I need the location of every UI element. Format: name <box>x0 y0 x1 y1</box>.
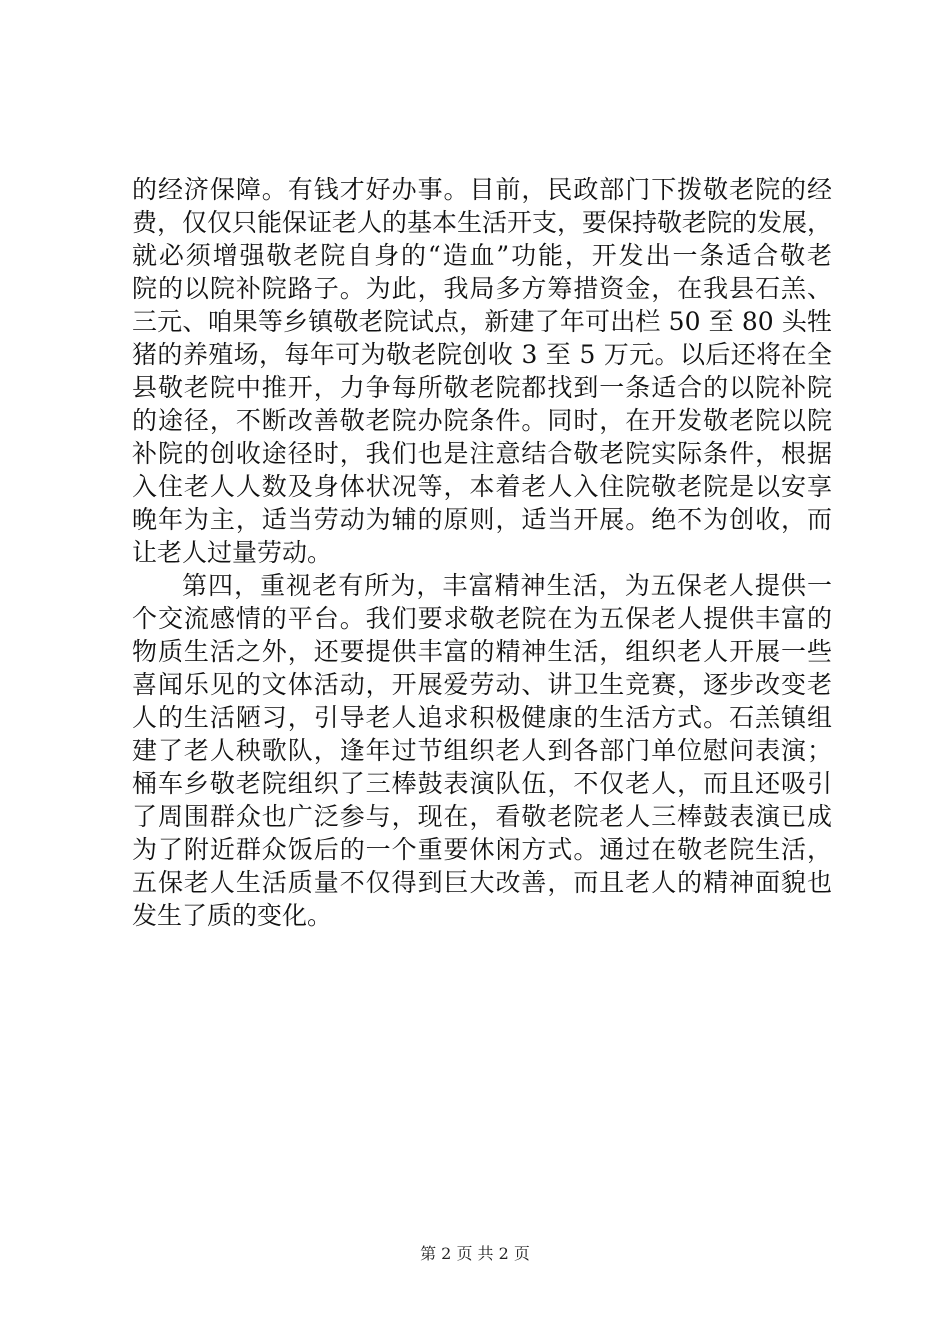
text-line: 让老人过量劳动。 <box>132 538 333 567</box>
text-line: 猪的养殖场，每年可为敬老院创收 3 至 5 万元。以后还将在全 <box>132 340 832 369</box>
paragraph-2 <box>132 569 832 932</box>
text-line: 晚年为主，适当劳动为辅的原则，适当开展。绝不为创收，而 <box>132 505 832 534</box>
paragraph-1 <box>132 173 832 569</box>
text-line: 人的生活陋习，引导老人追求积极健康的生活方式。石羔镇组 <box>132 703 832 732</box>
body-text <box>132 173 832 932</box>
text-line: 个交流感情的平台。我们要求敬老院在为五保老人提供丰富的 <box>132 604 832 633</box>
page-number: 第 2 页 共 2 页 <box>420 1244 530 1263</box>
text-line: 的经济保障。有钱才好办事。目前，民政部门下拨敬老院的经 <box>132 175 832 204</box>
text-line: 就必须增强敬老院自身的“造血”功能，开发出一条适合敬老 <box>132 241 832 270</box>
text-line: 物质生活之外，还要提供丰富的精神生活，组织老人开展一些 <box>132 637 832 666</box>
text-line: 费，仅仅只能保证老人的基本生活开支，要保持敬老院的发展， <box>132 208 833 237</box>
text-line: 发生了质的变化。 <box>132 901 333 930</box>
text-line: 补院的创收途径时，我们也是注意结合敬老院实际条件，根据 <box>132 439 832 468</box>
text-line: 桶车乡敬老院组织了三棒鼓表演队伍，不仅老人，而且还吸引 <box>132 769 832 798</box>
text-line: 三元、咱果等乡镇敬老院试点，新建了年可出栏 50 至 80 头牲 <box>132 307 832 336</box>
text-line: 县敬老院中推开，力争每所敬老院都找到一条适合的以院补院 <box>132 373 832 402</box>
text-line: 了周围群众也广泛参与，现在，看敬老院老人三棒鼓表演已成 <box>132 802 832 831</box>
text-line: 的途径，不断改善敬老院办院条件。同时，在开发敬老院以院 <box>132 406 832 435</box>
text-line: 院的以院补院路子。为此，我局多方筹措资金，在我县石羔、 <box>132 274 832 303</box>
text-line: 喜闻乐见的文体活动，开展爱劳动、讲卫生竞赛，逐步改变老 <box>132 670 832 699</box>
text-line: 为了附近群众饭后的一个重要休闲方式。通过在敬老院生活， <box>132 835 832 864</box>
page-footer <box>0 1244 950 1264</box>
text-line: 五保老人生活质量不仅得到巨大改善，而且老人的精神面貌也 <box>132 868 832 897</box>
text-line: 第四，重视老有所为，丰富精神生活，为五保老人提供一 <box>182 571 832 600</box>
text-line: 建了老人秧歌队，逢年过节组织老人到各部门单位慰问表演； <box>132 736 832 765</box>
text-line: 入住老人人数及身体状况等，本着老人入住院敬老院是以安享 <box>132 472 832 501</box>
